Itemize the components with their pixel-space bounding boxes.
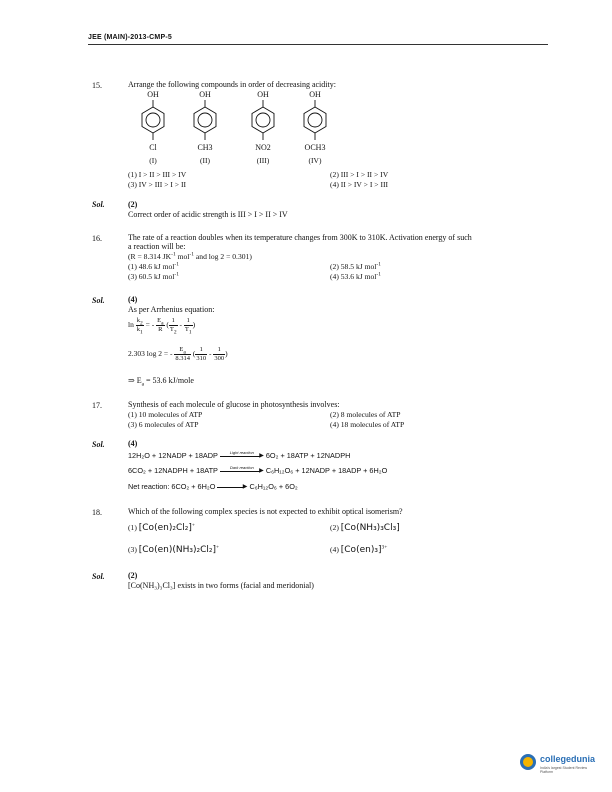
compound-iv: OH OCH3 (IV)	[285, 90, 345, 170]
compound-ii: OH CH3 (II)	[175, 90, 235, 170]
compound-iii: OH NO2 (III)	[233, 90, 293, 170]
q16-option-4: (4) 53.6 kJ mol$^{-1}$	[330, 271, 381, 281]
sol-18-answer: (2)	[128, 571, 138, 580]
sol-16-answer: (4)	[128, 295, 138, 304]
compound-structures	[123, 90, 363, 172]
sol-18-label: Sol.	[92, 572, 105, 581]
q16-option-3: (3) 60.5 kJ mol$^{-1}$	[128, 271, 179, 281]
reaction-arrow-icon: ▶	[217, 482, 247, 492]
q15-option-3: (3) IV > III > I > II	[128, 180, 187, 189]
sol-15-label: Sol.	[92, 200, 105, 209]
benzene-ring-icon	[233, 90, 293, 146]
q17-option-3: (3) 6 molecules of ATP	[128, 420, 199, 429]
question-18-text: Which of the following complex species is not expected to exhibit optical isomerism?	[128, 507, 403, 516]
benzene-ring-icon	[123, 90, 183, 146]
dark-reaction: 6CO₂ + 12NADPH + 18ATP Dark reaction ▶ C₆H₁₂O₆ + 12NADP + 18ADP + 6H₂O	[128, 465, 388, 475]
sol-15-text: Correct order of acidic strength is III > I > II > IV	[128, 210, 288, 219]
reaction-arrow-icon: Light reaction ▶	[220, 451, 264, 461]
sol-17-answer: (4)	[128, 439, 138, 448]
q17-option-4: (4) 18 molecules of ATP	[330, 420, 405, 429]
sol-17-label: Sol.	[92, 440, 105, 449]
question-number-16: 16.	[92, 234, 102, 243]
collegedunia-logo: collegedunia India's largest Student Review Platform	[520, 752, 600, 780]
q18-option-1: (1) [Co(en)₂Cl₂]+	[128, 522, 195, 533]
q16-option-1: (1) 48.6 kJ mol$^{-1}$	[128, 261, 179, 271]
sol-16-text: As per Arrhenius equation:	[128, 305, 215, 314]
q15-option-4: (4) II > IV > I > III	[330, 180, 389, 189]
question-15-text: Arrange the following compounds in order of decreasing acidity:	[128, 80, 336, 89]
question-number-15: 15.	[92, 81, 102, 90]
question-16-given: (R = 8.314 $JK^{-1}$ mol$^{-1}$ and log 2 = 0.301)	[128, 251, 252, 261]
benzene-ring-icon	[285, 90, 345, 146]
q18-option-4: (4) $[Co(en)_3]^{3+}$	[330, 544, 388, 555]
q15-option-1: (1) I > II > III > IV	[128, 170, 187, 179]
sol-15-answer: (2)	[128, 200, 138, 209]
net-reaction: Net reaction: 6CO₂ + 6H₂O ▶ C₆H₁₂O₆ + 6O₂	[128, 482, 298, 491]
arrhenius-equation-2: 2.303 log 2 = - $\frac{E_a}{8.314}$ ( $\frac{1}{310}$ - $\frac{1}{300}$ )	[128, 346, 228, 362]
question-16-text-line1: The rate of a reaction doubles when its temperature changes from 300K to 310K. Activation energy of such	[128, 233, 472, 242]
sol-16-label: Sol.	[92, 296, 105, 305]
q18-option-3: (3) [Co(en)(NH₃)₂Cl₂]+	[128, 544, 220, 555]
arrhenius-equation-1: ln $\frac{k_2}{k_1}$ = - $\frac{E_a}{R}$ ( $\frac{1}{T_2}$ - $\frac{1}{T_1}$ )	[128, 317, 196, 336]
q16-option-2: (2) 58.5 kJ mol$^{-1}$	[330, 261, 381, 271]
page-header: JEE (MAIN)-2013-CMP-5	[88, 34, 548, 45]
light-reaction: 12H₂O + 12NADP + 18ADP Light reaction ▶ 6O₂ + 18ATP + 12NADPH	[128, 450, 351, 460]
logo-mark-icon	[520, 754, 536, 770]
sol-16-result: ⇒ $E_a = 53.6$ kJ/mole	[128, 376, 194, 388]
reaction-arrow-icon: Dark reaction ▶	[220, 466, 264, 476]
question-16-text-line2: a reaction will be:	[128, 242, 186, 251]
q15-option-2: (2) III > I > II > IV	[330, 170, 389, 179]
compound-i: OH Cl (I)	[123, 90, 183, 170]
q17-option-1: (1) 10 molecules of ATP	[128, 410, 203, 419]
q18-option-2: (2) [Co(NH₃)₃Cl₃]	[330, 523, 400, 533]
question-number-18: 18.	[92, 508, 102, 517]
question-number-17: 17.	[92, 401, 102, 410]
sol-18-text: [Co(NH₃)₃Cl₃] exists in two forms (facial and meridonial)	[128, 581, 314, 590]
question-17-text: Synthesis of each molecule of glucose in photosynthesis involves:	[128, 400, 340, 409]
benzene-ring-icon	[175, 90, 235, 146]
q17-option-2: (2) 8 molecules of ATP	[330, 410, 401, 419]
